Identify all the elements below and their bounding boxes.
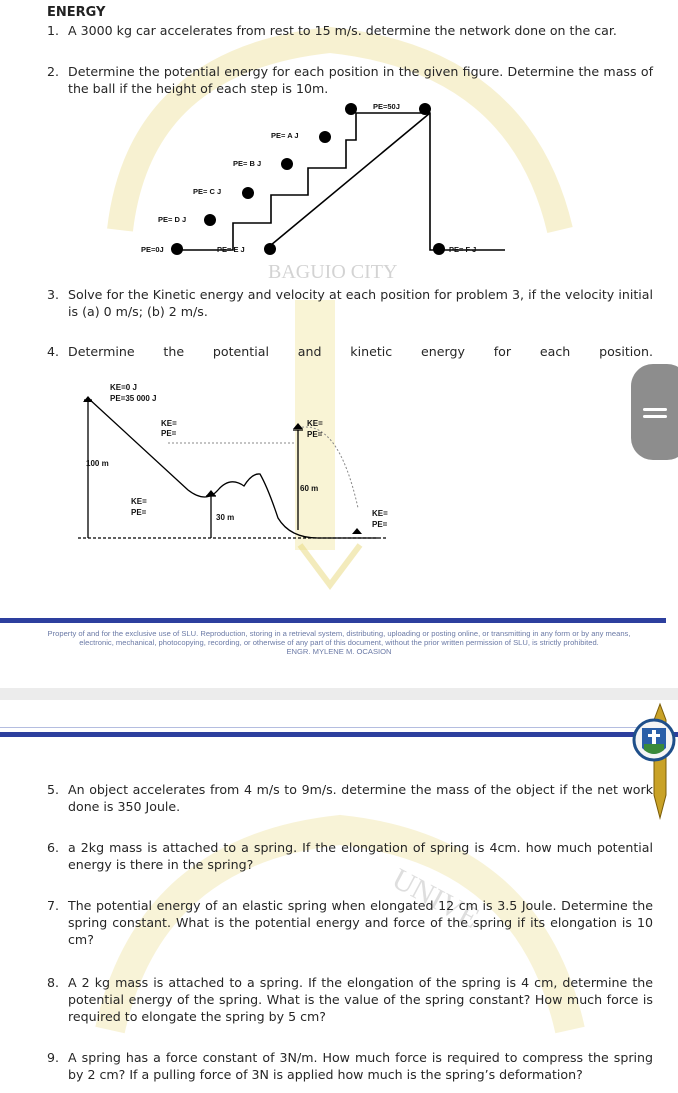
question-5: [47, 781, 653, 815]
question-text: A spring has a force constant of 3N/m. How much force is required to compress the spring by 2 cm? If a pulling force of 3N is applied how much is the spring’s deformation?: [68, 1050, 653, 1082]
question-8: [47, 974, 653, 1025]
page-heading: ENERGY: [47, 5, 106, 20]
ball-f: [433, 243, 445, 255]
ball-d: [204, 214, 216, 226]
question-text: Determine the potential energy for each position in the given figure. Determine the mass of the ball if the height of each step is 10m.: [68, 64, 653, 96]
ball-a: [319, 131, 331, 143]
copyright-line-2: electronic, mechanical, photocopying, recording, or otherwise of any part of this document, without the prior written permission of SLU, is strictly prohibited.: [79, 638, 599, 647]
label-pe-e: PE= E J: [217, 245, 245, 254]
question-number: 2.: [47, 64, 60, 79]
label-pe-f: PE= F J: [449, 245, 477, 254]
question-6: [47, 839, 653, 873]
label-valley-pe: PE=: [131, 508, 147, 517]
document-page-2: [0, 700, 678, 1093]
label-peak-ke: KE=: [307, 419, 323, 428]
question-text: a 2kg mass is attached to a spring. If the elongation of spring is 4cm. how much potential energy is there in the spring?: [68, 840, 653, 872]
question-text: Determine the potential and kinetic energy for each position.: [68, 344, 653, 359]
copyright-line-1: Property of and for the exclusive use of SLU. Reproduction, storing in a retrieval system, distributing, uploading or posting online, or transmitting in any form or by any means,: [47, 629, 631, 638]
question-text: The potential energy of an elastic spring when elongated 12 cm is 3.5 Joule. Determine the spring constant. What is the potential energy and force of the spring if its elongation is 10 cm?: [68, 898, 653, 947]
watermark-city-text: BAGUIO CITY: [268, 261, 398, 283]
label-top-pe: PE=35 000 J: [110, 394, 157, 403]
question-number: 4.: [47, 344, 60, 359]
roller-coaster-figure: [78, 378, 408, 546]
staircase-figure: [135, 100, 510, 260]
label-top-ke: KE=0 J: [110, 383, 137, 392]
ball-c: [242, 187, 254, 199]
question-number: 3.: [47, 287, 60, 302]
label-slope-ke: KE=: [161, 419, 177, 428]
ball-ground: [171, 243, 183, 255]
label-pe-a: PE= A J: [271, 131, 299, 140]
label-height-30: 30 m: [216, 513, 235, 522]
question-text: Solve for the Kinetic energy and velocity at each position for problem 3, if the velocity initial is (a) 0 m/s; (b) 2 m/s.: [68, 287, 653, 319]
question-7: [47, 897, 653, 948]
question-1: [47, 22, 653, 39]
question-text: A 2 kg mass is attached to a spring. If the elongation of the spring is 4 cm, determine the potential energy of the spring. What is the value of the spring constant? How much force is required to elongate the spring by 5 cm?: [68, 975, 653, 1024]
label-valley-ke: KE=: [131, 497, 147, 506]
ball-b: [281, 158, 293, 170]
label-pe-d: PE= D J: [158, 215, 187, 224]
label-pe-c: PE= C J: [193, 187, 222, 196]
label-height-60: 60 m: [300, 484, 319, 493]
question-2: [47, 63, 653, 97]
label-height-100: 100 m: [86, 459, 109, 468]
question-text: A 3000 kg car accelerates from rest to 15 m/s. determine the network done on the car.: [68, 23, 617, 38]
question-number: 6.: [47, 840, 60, 855]
question-9: [47, 1049, 653, 1083]
header-thin-rule: [0, 727, 640, 728]
ball-top-left: [345, 103, 357, 115]
question-text: An object accelerates from 4 m/s to 9m/s. determine the mass of the object if the net work done is 350 Joule.: [68, 782, 653, 814]
label-pe-top: PE=50J: [373, 102, 400, 111]
label-pe-ground: PE=0J: [141, 245, 164, 254]
label-peak-pe: PE=: [307, 430, 323, 439]
question-number: 7.: [47, 898, 60, 913]
question-number: 5.: [47, 782, 60, 797]
footer-rule: [0, 618, 666, 623]
ball-e: [264, 243, 276, 255]
question-number: 1.: [47, 23, 60, 38]
header-rule: [0, 732, 678, 737]
author-line: ENGR. MYLENE M. OCASION: [286, 647, 392, 656]
watermark-university-text: UNIVE: [386, 862, 485, 935]
question-number: 8.: [47, 975, 60, 990]
copyright-footer: [0, 629, 678, 656]
label-end-pe: PE=: [372, 520, 388, 529]
question-number: 9.: [47, 1050, 60, 1065]
label-slope-pe: PE=: [161, 429, 177, 438]
ball-top-right: [419, 103, 431, 115]
page-gap: [0, 688, 678, 700]
label-end-ke: KE=: [372, 509, 388, 518]
question-3: [47, 286, 653, 320]
question-4: [47, 343, 653, 360]
scroll-handle[interactable]: [631, 364, 678, 460]
label-pe-b: PE= B J: [233, 159, 262, 168]
